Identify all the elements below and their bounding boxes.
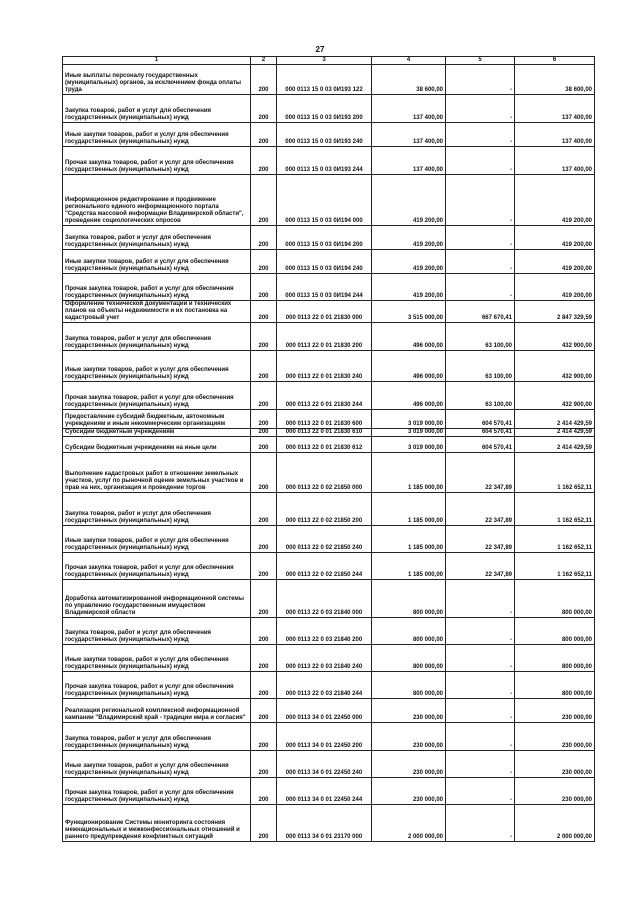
table-row xyxy=(63,429,595,437)
cell-remaining-amount: 800 000,00 xyxy=(515,672,595,699)
cell-grbs-code: 200 xyxy=(251,437,277,453)
cell-executed-amount: 63 100,00 xyxy=(446,323,515,351)
cell-executed-amount: 22 347,89 xyxy=(446,453,515,493)
column-header: 1 xyxy=(63,57,251,65)
cell-name: Прочая закупка товаров, работ и услуг для обеспечения государственных (муниципальных) нужд xyxy=(63,672,251,699)
cell-executed-amount: 604 570,41 xyxy=(446,437,515,453)
cell-name: Закупка товаров, работ и услуг для обеспечения государственных (муниципальных) нужд xyxy=(63,723,251,751)
cell-name: Иные закупки товаров, работ и услуг для обеспечения государственных (муниципальных) нужд xyxy=(63,645,251,672)
budget-table xyxy=(62,56,595,842)
cell-classification-code: 000 0113 15 0 03 0И193 240 xyxy=(277,123,372,147)
cell-remaining-amount: 2 414 429,59 xyxy=(515,437,595,453)
cell-remaining-amount: 419 200,00 xyxy=(515,226,595,250)
cell-classification-code: 000 0113 15 0 03 0И194 240 xyxy=(277,250,372,274)
cell-executed-amount: - xyxy=(446,618,515,645)
cell-grbs-code: 200 xyxy=(251,751,277,778)
cell-grbs-code: 200 xyxy=(251,147,277,175)
cell-executed-amount: - xyxy=(446,723,515,751)
cell-classification-code: 000 0113 15 0 03 0И193 244 xyxy=(277,147,372,175)
cell-name: Функционирование Системы мониторинга состояния межнациональных и межконфессиональных отношений и раннего предупреждения конфликтных ситуаций xyxy=(63,805,251,842)
cell-executed-amount: - xyxy=(446,65,515,95)
cell-executed-amount: 22 347,89 xyxy=(446,493,515,526)
cell-remaining-amount: 230 000,00 xyxy=(515,751,595,778)
cell-remaining-amount: 2 000 000,00 xyxy=(515,805,595,842)
cell-approved-amount: 800 000,00 xyxy=(372,580,446,618)
table-row xyxy=(63,123,595,147)
column-header: 3 xyxy=(277,57,372,65)
table-row xyxy=(63,323,595,351)
cell-grbs-code: 200 xyxy=(251,453,277,493)
table-row xyxy=(63,226,595,250)
cell-approved-amount: 496 000,00 xyxy=(372,382,446,410)
cell-name: Выполнение кадастровых работ в отношении земельных участков, услуг по рыночной оценке земельных участков и прав на них, организация и проведение торгов xyxy=(63,453,251,493)
cell-grbs-code: 200 xyxy=(251,382,277,410)
table-body xyxy=(63,65,595,842)
cell-remaining-amount: 230 000,00 xyxy=(515,699,595,723)
cell-approved-amount: 3 515 000,00 xyxy=(372,301,446,323)
cell-executed-amount: 604 570,41 xyxy=(446,410,515,429)
cell-classification-code: 000 0113 22 0 01 21830 000 xyxy=(277,301,372,323)
table-row xyxy=(63,805,595,842)
cell-classification-code: 000 0113 22 0 01 21830 200 xyxy=(277,323,372,351)
cell-executed-amount: - xyxy=(446,699,515,723)
cell-remaining-amount: 137 400,00 xyxy=(515,147,595,175)
cell-executed-amount: - xyxy=(446,95,515,123)
cell-approved-amount: 3 019 000,00 xyxy=(372,410,446,429)
cell-grbs-code: 200 xyxy=(251,723,277,751)
cell-executed-amount: - xyxy=(446,580,515,618)
cell-classification-code: 000 0113 22 0 01 21830 610 xyxy=(277,429,372,437)
cell-remaining-amount: 419 200,00 xyxy=(515,250,595,274)
cell-remaining-amount: 432 900,00 xyxy=(515,351,595,382)
cell-classification-code: 000 0113 22 0 01 21830 240 xyxy=(277,351,372,382)
cell-approved-amount: 1 185 000,00 xyxy=(372,526,446,553)
cell-classification-code: 000 0113 34 0 01 22450 000 xyxy=(277,699,372,723)
cell-grbs-code: 200 xyxy=(251,323,277,351)
table-row xyxy=(63,410,595,429)
cell-approved-amount: 38 600,00 xyxy=(372,65,446,95)
cell-remaining-amount: 419 200,00 xyxy=(515,274,595,301)
cell-executed-amount: - xyxy=(446,645,515,672)
cell-approved-amount: 2 000 000,00 xyxy=(372,805,446,842)
cell-approved-amount: 230 000,00 xyxy=(372,751,446,778)
cell-executed-amount: 63 100,00 xyxy=(446,351,515,382)
cell-executed-amount: - xyxy=(446,778,515,805)
table-row xyxy=(63,553,595,580)
cell-remaining-amount: 230 000,00 xyxy=(515,778,595,805)
cell-executed-amount: - xyxy=(446,274,515,301)
table-row xyxy=(63,250,595,274)
table-row xyxy=(63,751,595,778)
cell-executed-amount: - xyxy=(446,672,515,699)
cell-approved-amount: 419 200,00 xyxy=(372,226,446,250)
table-row xyxy=(63,301,595,323)
cell-classification-code: 000 0113 22 0 02 21850 244 xyxy=(277,553,372,580)
cell-grbs-code: 200 xyxy=(251,274,277,301)
cell-remaining-amount: 230 000,00 xyxy=(515,723,595,751)
table-row xyxy=(63,580,595,618)
cell-grbs-code: 200 xyxy=(251,645,277,672)
cell-grbs-code: 200 xyxy=(251,778,277,805)
cell-executed-amount: - xyxy=(446,147,515,175)
cell-remaining-amount: 1 162 652,11 xyxy=(515,453,595,493)
cell-remaining-amount: 800 000,00 xyxy=(515,580,595,618)
cell-grbs-code: 200 xyxy=(251,493,277,526)
cell-name: Закупка товаров, работ и услуг для обеспечения государственных (муниципальных) нужд xyxy=(63,226,251,250)
cell-grbs-code: 200 xyxy=(251,618,277,645)
cell-remaining-amount: 2 414 429,59 xyxy=(515,410,595,429)
cell-grbs-code: 200 xyxy=(251,526,277,553)
cell-approved-amount: 230 000,00 xyxy=(372,723,446,751)
column-header: 2 xyxy=(251,57,277,65)
cell-name: Прочая закупка товаров, работ и услуг для обеспечения государственных (муниципальных) нужд xyxy=(63,553,251,580)
cell-grbs-code: 200 xyxy=(251,429,277,437)
cell-classification-code: 000 0113 15 0 03 0И194 000 xyxy=(277,175,372,226)
cell-name: Прочая закупка товаров, работ и услуг для обеспечения государственных (муниципальных) нужд xyxy=(63,274,251,301)
cell-remaining-amount: 1 162 652,11 xyxy=(515,553,595,580)
cell-approved-amount: 230 000,00 xyxy=(372,699,446,723)
cell-name: Прочая закупка товаров, работ и услуг для обеспечения государственных (муниципальных) нужд xyxy=(63,147,251,175)
cell-approved-amount: 419 200,00 xyxy=(372,274,446,301)
cell-approved-amount: 1 185 000,00 xyxy=(372,453,446,493)
cell-approved-amount: 419 200,00 xyxy=(372,175,446,226)
table-row xyxy=(63,95,595,123)
cell-approved-amount: 3 019 000,00 xyxy=(372,429,446,437)
cell-remaining-amount: 137 400,00 xyxy=(515,95,595,123)
cell-grbs-code: 200 xyxy=(251,226,277,250)
cell-name: Доработка автоматизированной информационной системы по управлению государственным имуществом Владимирской области xyxy=(63,580,251,618)
cell-name: Иные закупки товаров, работ и услуг для обеспечения государственных (муниципальных) нужд xyxy=(63,250,251,274)
header-row xyxy=(63,57,595,65)
cell-approved-amount: 137 400,00 xyxy=(372,95,446,123)
table-row xyxy=(63,645,595,672)
cell-executed-amount: 22 347,89 xyxy=(446,553,515,580)
cell-name: Закупка товаров, работ и услуг для обеспечения государственных (муниципальных) нужд xyxy=(63,323,251,351)
cell-approved-amount: 800 000,00 xyxy=(372,672,446,699)
cell-classification-code: 000 0113 22 0 03 21840 200 xyxy=(277,618,372,645)
cell-classification-code: 000 0113 34 0 01 22450 200 xyxy=(277,723,372,751)
cell-approved-amount: 137 400,00 xyxy=(372,123,446,147)
cell-grbs-code: 200 xyxy=(251,410,277,429)
table-row xyxy=(63,453,595,493)
table-row xyxy=(63,65,595,95)
cell-grbs-code: 200 xyxy=(251,65,277,95)
table-row xyxy=(63,778,595,805)
cell-approved-amount: 3 019 000,00 xyxy=(372,437,446,453)
cell-executed-amount: - xyxy=(446,250,515,274)
cell-executed-amount: - xyxy=(446,123,515,147)
cell-name: Субсидии бюджетным учреждениям xyxy=(63,429,251,437)
cell-remaining-amount: 2 847 329,59 xyxy=(515,301,595,323)
cell-name: Предоставление субсидий бюджетным, автономным учреждениям и иным некоммерческим организациям xyxy=(63,410,251,429)
cell-classification-code: 000 0113 22 0 03 21840 000 xyxy=(277,580,372,618)
cell-name: Закупка товаров, работ и услуг для обеспечения государственных (муниципальных) нужд xyxy=(63,493,251,526)
table-row xyxy=(63,147,595,175)
table-row xyxy=(63,274,595,301)
cell-classification-code: 000 0113 34 0 01 22450 244 xyxy=(277,778,372,805)
cell-classification-code: 000 0113 15 0 03 0И193 200 xyxy=(277,95,372,123)
cell-name: Иные закупки товаров, работ и услуг для обеспечения государственных (муниципальных) нужд xyxy=(63,751,251,778)
cell-approved-amount: 496 000,00 xyxy=(372,351,446,382)
cell-classification-code: 000 0113 34 0 01 23170 000 xyxy=(277,805,372,842)
cell-classification-code: 000 0113 15 0 03 0И194 244 xyxy=(277,274,372,301)
table-row xyxy=(63,493,595,526)
cell-approved-amount: 419 200,00 xyxy=(372,250,446,274)
cell-name: Прочая закупка товаров, работ и услуг для обеспечения государственных (муниципальных) нужд xyxy=(63,382,251,410)
table-row xyxy=(63,699,595,723)
page-number: 27 xyxy=(315,45,325,54)
cell-approved-amount: 496 000,00 xyxy=(372,323,446,351)
table-row xyxy=(63,351,595,382)
cell-grbs-code: 200 xyxy=(251,301,277,323)
cell-executed-amount: 604 570,41 xyxy=(446,429,515,437)
cell-name: Реализация региональной комплексной информационной кампании "Владимирский край - традиции мира и согласия" xyxy=(63,699,251,723)
cell-classification-code: 000 0113 22 0 01 21830 612 xyxy=(277,437,372,453)
cell-classification-code: 000 0113 22 0 02 21850 200 xyxy=(277,493,372,526)
cell-remaining-amount: 419 200,00 xyxy=(515,175,595,226)
cell-name: Субсидии бюджетным учреждениям на иные цели xyxy=(63,437,251,453)
cell-classification-code: 000 0113 22 0 02 21850 240 xyxy=(277,526,372,553)
cell-executed-amount: - xyxy=(446,805,515,842)
cell-executed-amount: - xyxy=(446,226,515,250)
column-header: 4 xyxy=(372,57,446,65)
cell-classification-code: 000 0113 22 0 01 21830 244 xyxy=(277,382,372,410)
cell-approved-amount: 1 185 000,00 xyxy=(372,493,446,526)
cell-remaining-amount: 137 400,00 xyxy=(515,123,595,147)
cell-grbs-code: 200 xyxy=(251,672,277,699)
cell-executed-amount: - xyxy=(446,175,515,226)
cell-classification-code: 000 0113 22 0 02 21850 000 xyxy=(277,453,372,493)
table-row xyxy=(63,723,595,751)
cell-grbs-code: 200 xyxy=(251,123,277,147)
column-header: 6 xyxy=(515,57,595,65)
cell-remaining-amount: 38 600,00 xyxy=(515,65,595,95)
cell-remaining-amount: 2 414 429,59 xyxy=(515,429,595,437)
cell-remaining-amount: 432 900,00 xyxy=(515,323,595,351)
table-row xyxy=(63,672,595,699)
cell-grbs-code: 200 xyxy=(251,95,277,123)
cell-name: Иные выплаты персоналу государственных (муниципальных) органов, за исключением фонда оплаты труда xyxy=(63,65,251,95)
cell-remaining-amount: 432 900,00 xyxy=(515,382,595,410)
cell-name: Оформление технической документации и технических планов на объекты недвижимости и их постановка на кадастровый учет xyxy=(63,301,251,323)
cell-grbs-code: 200 xyxy=(251,699,277,723)
cell-classification-code: 000 0113 34 0 01 22450 240 xyxy=(277,751,372,778)
cell-grbs-code: 200 xyxy=(251,580,277,618)
cell-classification-code: 000 0113 15 0 03 0И193 122 xyxy=(277,65,372,95)
cell-approved-amount: 800 000,00 xyxy=(372,618,446,645)
cell-remaining-amount: 800 000,00 xyxy=(515,645,595,672)
table-row xyxy=(63,175,595,226)
cell-name: Прочая закупка товаров, работ и услуг для обеспечения государственных (муниципальных) нужд xyxy=(63,778,251,805)
cell-grbs-code: 200 xyxy=(251,250,277,274)
cell-grbs-code: 200 xyxy=(251,805,277,842)
column-header: 5 xyxy=(446,57,515,65)
cell-classification-code: 000 0113 22 0 01 21830 600 xyxy=(277,410,372,429)
cell-name: Иные закупки товаров, работ и услуг для обеспечения государственных (муниципальных) нужд xyxy=(63,123,251,147)
cell-remaining-amount: 1 162 652,11 xyxy=(515,493,595,526)
cell-executed-amount: 22 347,89 xyxy=(446,526,515,553)
cell-name: Закупка товаров, работ и услуг для обеспечения государственных (муниципальных) нужд xyxy=(63,95,251,123)
cell-name: Закупка товаров, работ и услуг для обеспечения государственных (муниципальных) нужд xyxy=(63,618,251,645)
cell-name: Иные закупки товаров, работ и услуг для обеспечения государственных (муниципальных) нужд xyxy=(63,351,251,382)
cell-approved-amount: 230 000,00 xyxy=(372,778,446,805)
table-row xyxy=(63,526,595,553)
cell-executed-amount: 63 100,00 xyxy=(446,382,515,410)
cell-name: Информационное редактирование и продвижение регионального единого информационного портала "Средства массовой информации Владимирской области", проведение социологических опросов xyxy=(63,175,251,226)
table-row xyxy=(63,618,595,645)
cell-grbs-code: 200 xyxy=(251,175,277,226)
cell-name: Иные закупки товаров, работ и услуг для обеспечения государственных (муниципальных) нужд xyxy=(63,526,251,553)
cell-approved-amount: 800 000,00 xyxy=(372,645,446,672)
cell-remaining-amount: 800 000,00 xyxy=(515,618,595,645)
cell-remaining-amount: 1 162 652,11 xyxy=(515,526,595,553)
cell-executed-amount: - xyxy=(446,751,515,778)
cell-approved-amount: 137 400,00 xyxy=(372,147,446,175)
cell-approved-amount: 1 185 000,00 xyxy=(372,553,446,580)
table-row xyxy=(63,437,595,453)
cell-classification-code: 000 0113 22 0 03 21840 244 xyxy=(277,672,372,699)
cell-classification-code: 000 0113 15 0 03 0И194 200 xyxy=(277,226,372,250)
cell-classification-code: 000 0113 22 0 03 21840 240 xyxy=(277,645,372,672)
table-row xyxy=(63,382,595,410)
cell-grbs-code: 200 xyxy=(251,351,277,382)
cell-executed-amount: 667 670,41 xyxy=(446,301,515,323)
cell-grbs-code: 200 xyxy=(251,553,277,580)
